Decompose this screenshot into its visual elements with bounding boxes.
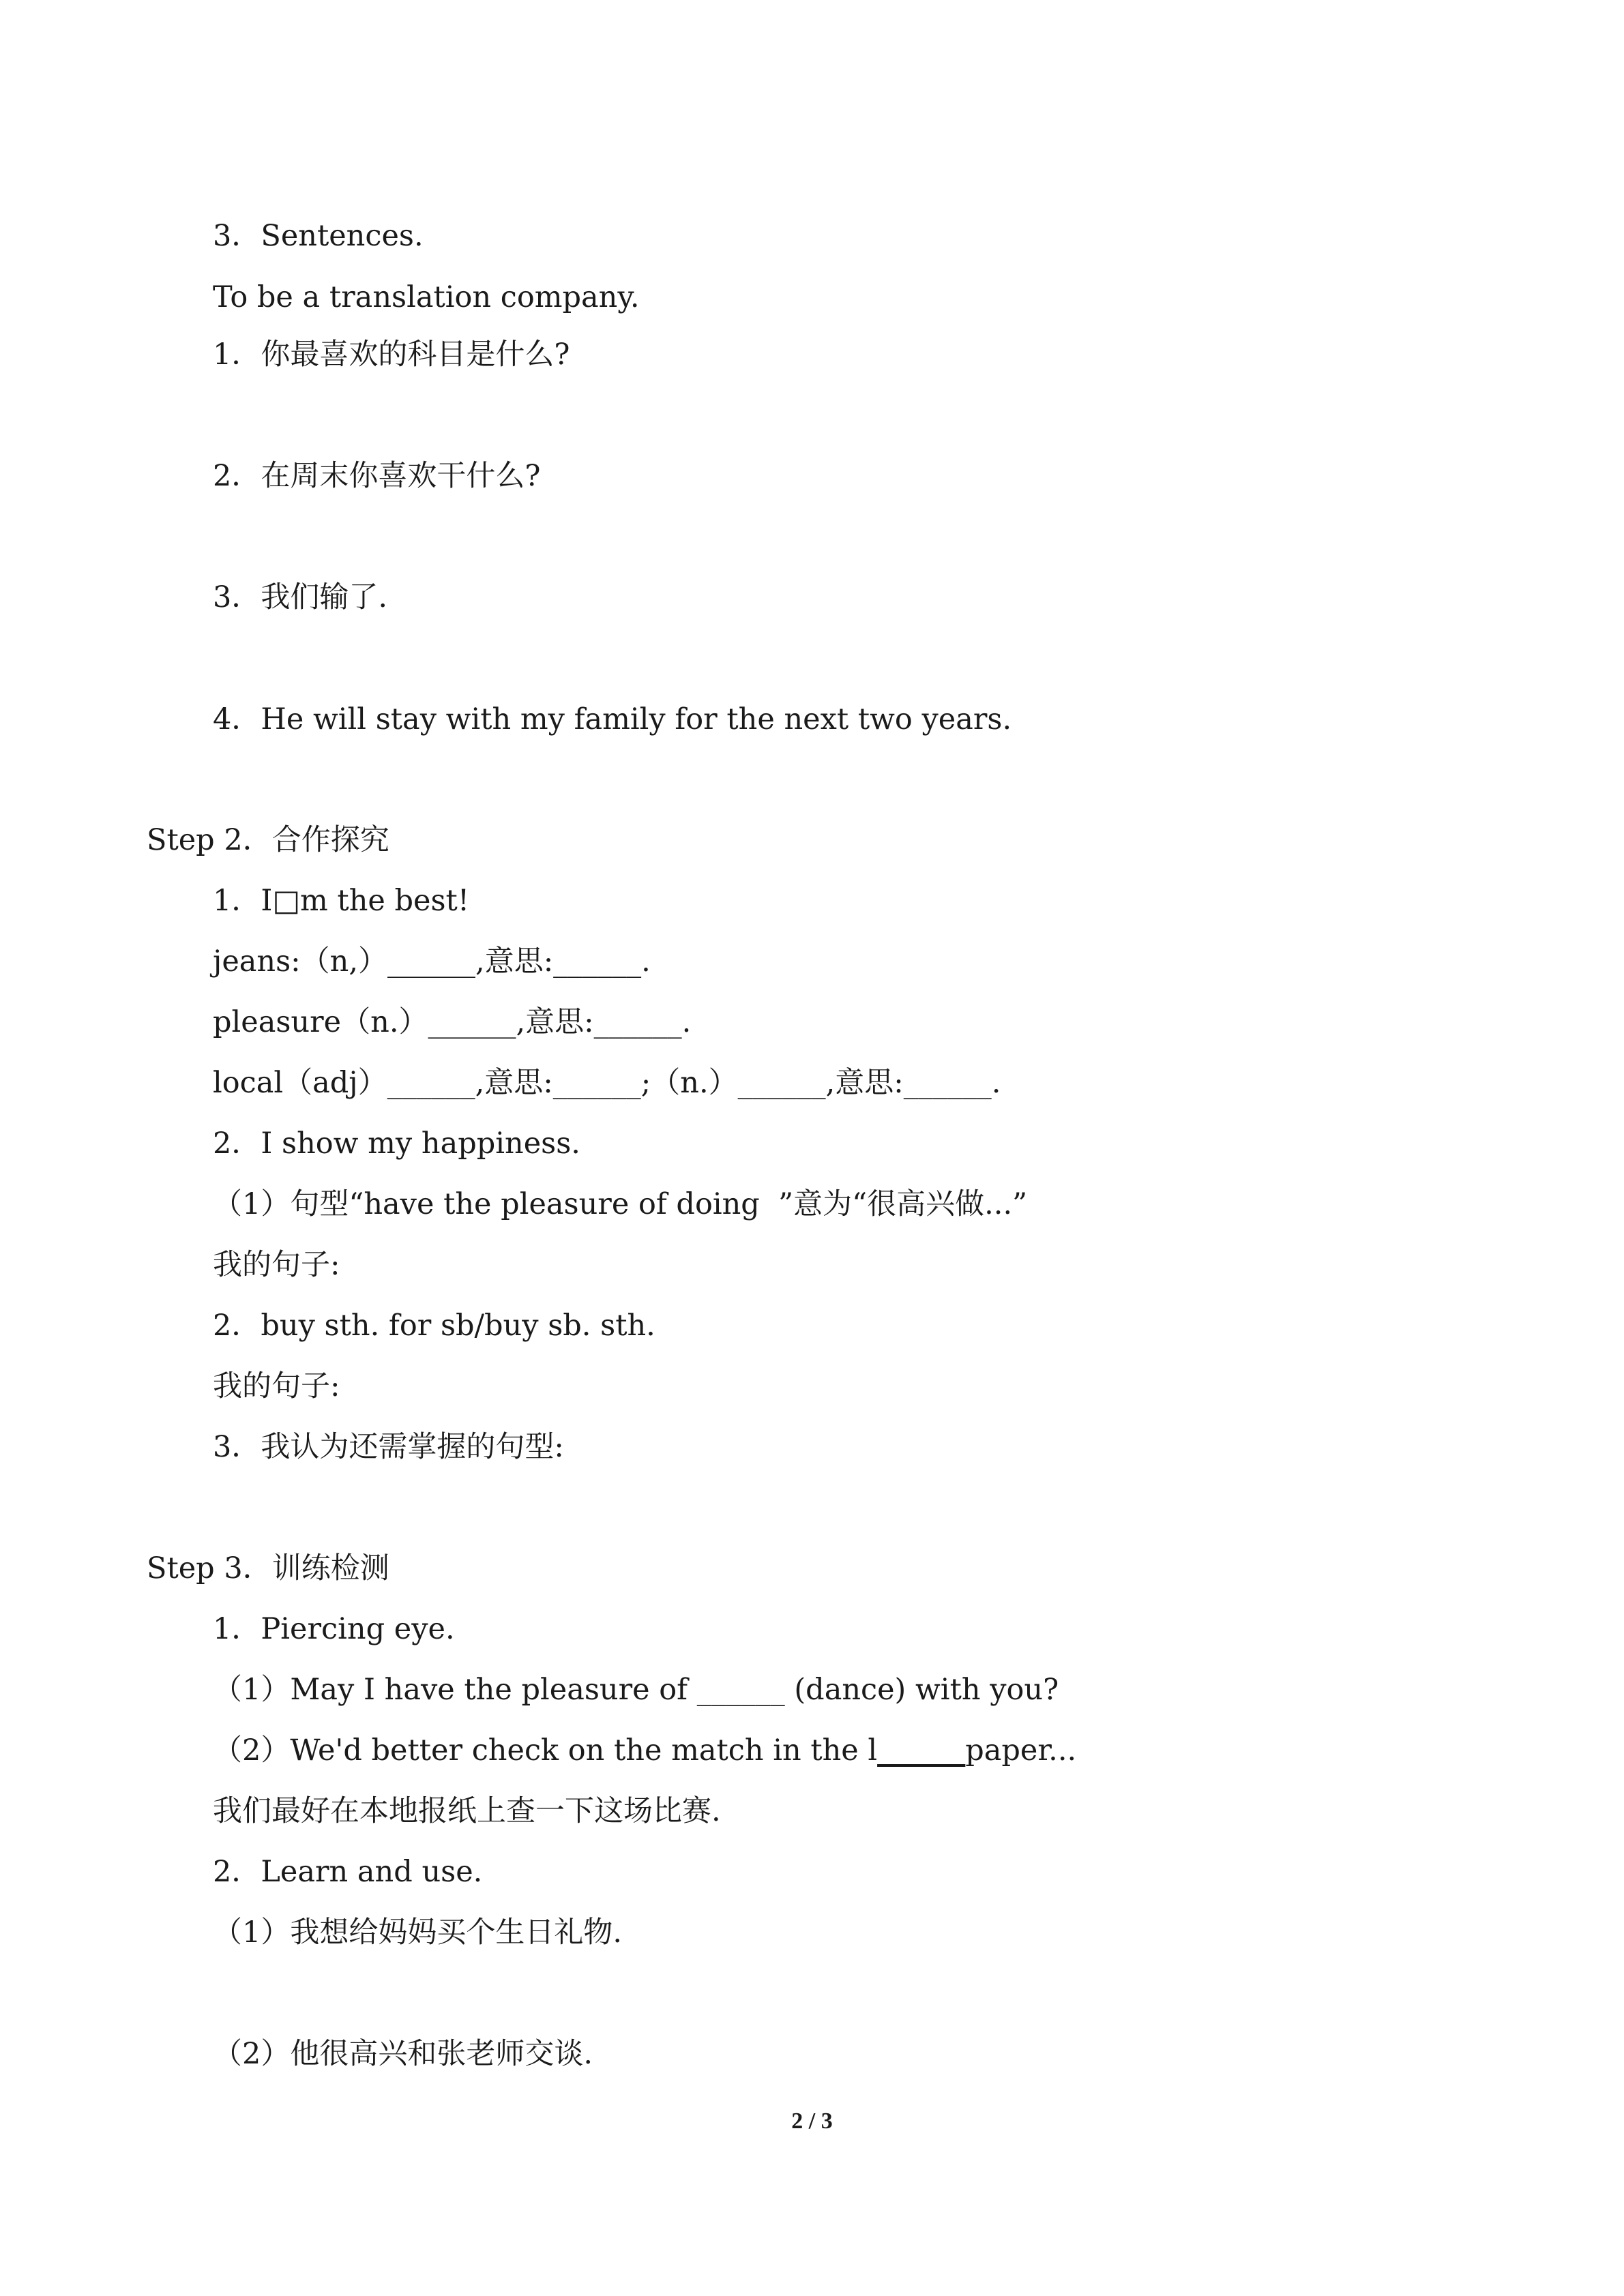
step-3-heading: Step 3．训练检测 [147, 1551, 389, 1585]
translation-item-2: 2．在周末你喜欢干什么? [213, 459, 541, 493]
translation-item-3: 3．我们输了. [213, 580, 388, 614]
answer-blank: ______ [877, 1733, 966, 1768]
step-2-item-1: 1．I□m the best! [213, 884, 470, 918]
vocab-pleasure: pleasure（n.）______,意思:______. [213, 1005, 692, 1039]
sentence-pattern-1: （1）句型“have the pleasure of doing ”意为“很高兴做...” [213, 1187, 1028, 1221]
exercise-1-1: （1）May I have the pleasure of ______ (dance) with you? [213, 1673, 1059, 1707]
step-2-item-2: 2．I show my happiness. [213, 1127, 580, 1161]
my-sentence-label-2: 我的句子: [213, 1369, 340, 1403]
step-2-heading: Step 2．合作探究 [147, 823, 389, 857]
instruction-text: To be a translation company. [213, 280, 640, 314]
exercise-1-2-text: （2）We'd better check on the match in the l [213, 1733, 878, 1768]
exercise-1-2-translation: 我们最好在本地报纸上查一下这场比赛. [213, 1794, 721, 1828]
translation-item-4: 4．He will stay with my family for the next two years. [213, 702, 1012, 736]
page-number: 2 / 3 [791, 2108, 833, 2134]
translation-item-1: 1．你最喜欢的科目是什么? [213, 338, 570, 372]
sentence-pattern-3: 3．我认为还需掌握的句型: [213, 1430, 564, 1464]
vocab-jeans: jeans:（n,）______,意思:______. [213, 944, 651, 979]
step-3-item-2: 2．Learn and use. [213, 1855, 483, 1889]
exercise-2-1: （1）我想给妈妈买个生日礼物. [213, 1915, 623, 1950]
vocab-local: local（adj）______,意思:______;（n.）______,意思:______. [213, 1066, 1001, 1100]
exercise-2-2: （2）他很高兴和张老师交谈. [213, 2037, 593, 2071]
step-3-item-1: 1．Piercing eye. [213, 1612, 455, 1646]
exercise-1-2 [213, 1731, 1076, 1770]
my-sentence-label-1: 我的句子: [213, 1248, 340, 1282]
section-heading-sentences: 3．Sentences. [213, 219, 424, 253]
sentence-pattern-2: 2．buy sth. for sb/buy sb. sth. [213, 1309, 655, 1343]
exercise-1-2-tail: paper... [965, 1733, 1077, 1768]
